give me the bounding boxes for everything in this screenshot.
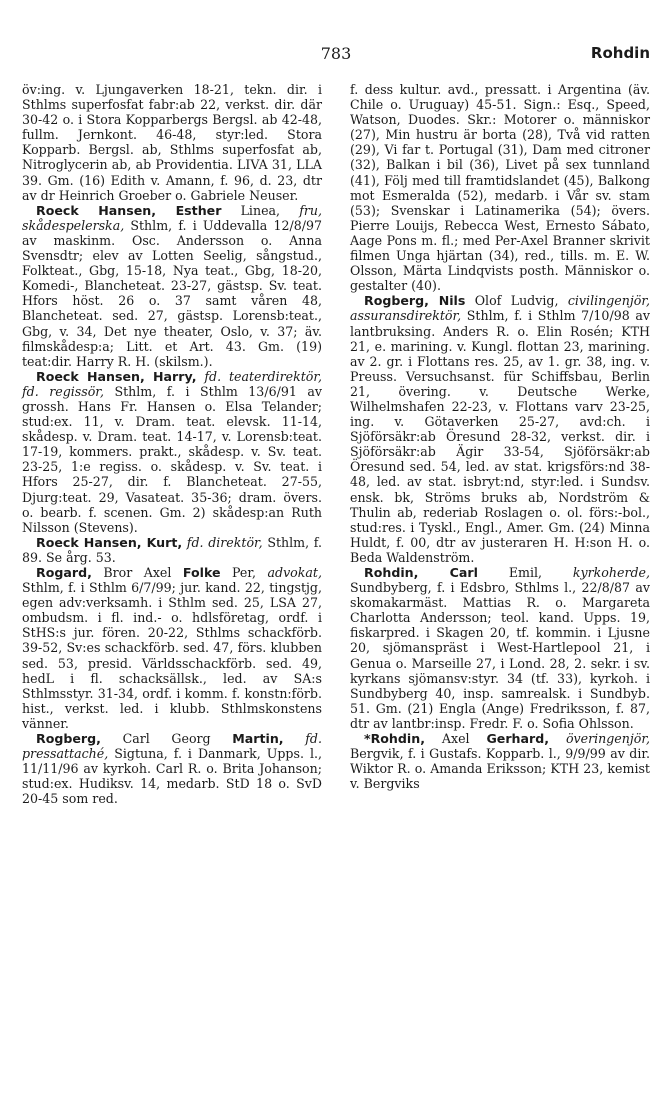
entry-carl-rohdin	[350, 565, 650, 731]
entry-kurt-roeck-hansen	[22, 535, 322, 565]
running-head: Rohdin	[590, 44, 650, 62]
right-column	[350, 82, 650, 791]
entry-name: Roeck Hansen, Harry,	[36, 368, 197, 384]
entry-body: Sthlm, f. i Sthlm 6/7/99; jur. kand. 22, tingstjg, egen adv:verksamh. i Sthlm sed. 25, LSA 27, ombudsm. i fl. ind.- o. hdlsföretag, ordf. i StHS:s jur. fören. 20-22, Sthlms schackförb. 39-52, Sv:es schackförb. sed. 47, förs. klubben sed. 53, presid. Världsschackförb. sed. 49, hedL i fl. schacksällsk., led. av SA:s Sthlmsstyr. 31-34, ordf. i komm. f. konstn:förb. hist., verkst. led. i klubb. Sthlmskonstens vänner.	[22, 580, 322, 731]
page-number: 783	[320, 44, 352, 63]
entry-harry-roeck-hansen	[22, 369, 322, 535]
entry-title: kyrkoherde,	[572, 565, 650, 580]
entry-body: Sthlm, f. 89. Se årg. 53.	[22, 534, 322, 565]
entry-nils-rogberg	[350, 293, 650, 565]
continuation-text: f. dess kultur. avd., pressatt. i Argentina (äv. Chile o. Uruguay) 45-51. Sign.: Esq., Speed, Watson, Duodes. Skr.: Motorer o. människor (27), Min hustru är borta (28), Två vid ratten (29), Vi far t. Portugal (31), Dam med citroner (32), Balkan i bil (36), Livet på sex tunnland (41), Följ med till framtidslandet (45), Balkong mot Esmeralda (52), medarb. i Vår sv. stam (53); Svenskar i Latinamerika (54); övers. Pierre Louijs, Rebecca West, Ernesto Sábato, Aage Pons m. fl.; med Per-Axel Branner skrivit filmen Unga hjärtan (34), red., tills. m. E. W. Olsson, Märta Lindqvists posth. Människor o. gestalter (40).	[350, 82, 650, 294]
left-column	[22, 82, 322, 807]
entry-title: fd. pressattaché,	[22, 731, 322, 762]
entry-esther-roeck-hansen	[22, 203, 322, 369]
continuation-text: öv:ing. v. Ljungaverken 18-21, tekn. dir. i Sthlms superfosfat fabr:ab 22, verkst. dir. där 30-42 o. i Stora Kopparbergs Bergsl. ab 42-48, fullm. Jernkont. 46-48, styr:led. Stora Kopparb. Bergsl. ab, Sthlms superfosfat ab, Nitroglycerin ab, ab Providentia. LIVA 31, LLA 39. Gm. (16) Edith v. Amann, f. 96, d. 23, dtr av dr Heinrich Groeber o. Gabriele Neuser.	[22, 82, 322, 203]
entry-name: Rogard,	[36, 565, 92, 580]
entry-call-name: Gerhard,	[486, 731, 550, 747]
entry-given-names-2	[284, 731, 306, 746]
entry-folke-rogard	[22, 565, 322, 731]
entry-body: Sundbyberg, f. i Edsbro, Sthlms l., 22/8/87 av skomakarmäst. Mattias R. o. Margareta Charlotta Andersson; teol. kand. Upps. 19, fiskarpred. i Skagen 20, tf. kommin. i Ljusne 20, sjömanspräst i West-Hartlepool 21, i Genua o. Marseille 27, i Lond. 28, 2. sekr. i sv. kyrkans sjömansv:styr. 34 (tf. 33), kyrkoh. i Sundbyberg 40, insp. samrealsk. i Sundbyb. 51. Gm. (21) Engla (Ange) Fredriksson, f. 87, dtr av lantbr:insp. Fredr. F. o. Sofia Ohlsson.	[350, 580, 650, 731]
entry-name: Roeck Hansen, Esther	[36, 202, 222, 218]
entry-title: fd. direktör,	[182, 534, 263, 550]
entry-given-names: Axel	[424, 731, 487, 747]
entry-body: Sigtuna, f. i Danmark, Upps. l., 11/11/96 av kyrkoh. Carl R. o. Brita Johanson; stud:ex. Hudiksv. 14, medarb. StD 18 o. SvD 20-45 som red.	[22, 746, 322, 807]
entry-title: advokat,	[267, 565, 322, 580]
entry-body: Sthlm, f. i Uddevalla 12/8/97 av maskinm. Osc. Andersson o. Anna Svensdtr; elev av Lotten Seelig, sångstud., Folkteat., Gbg, 15-18, Nya teat., Gbg, 18-20, Komedi-, Blancheteat. 23-27, gästsp. Sv. teat. Hfors höst. 26 o. 37 samt våren 48, Blancheteat. sed. 27, gästsp. Lorensb:teat., Gbg, v. 34, Det nye theater, Oslo, v. 37; äv. filmskådesp:a; Litt. et Art. 43. Gm. (19) teat:dir. Harry R. H. (skilsm.).	[22, 217, 322, 369]
entry-given-names: Emil,	[477, 565, 573, 580]
entry-given-names-2: Per,	[220, 565, 268, 580]
entry-title: civilingenjör, assuransdirektör,	[350, 293, 650, 324]
entry-body: Sthlm, f. i Sthlm 13/6/91 av grossh. Hans Fr. Hansen o. Elsa Telander; stud:ex. 11, v. Dram. teat. elevsk. 11-14, skådesp. v. Dram. teat. 14-17, v. Lorensb:teat. 17-19, kommers. prakt., skådesp. v. Sv. teat. 23-25, 1:e regiss. o. skådesp. v. Sv. teat. i Hfors 25-27, dir. f. Blancheteat. 27-55, Djurg:teat. 29, Vasateat. 35-36; dram. övers. o. bearb. f. scenen. Gm. 2) skådesp:an Ruth Nilsson (Stevens).	[22, 383, 322, 535]
entry-body: Sthlm, f. i Sthlm 7/10/98 av lantbruksing. Anders R. o. Elin Rosén; KTH 21, e. marining. v. Kungl. flottan 23, marining. av 2. gr. i Flottans res. 25, av 1. gr. 38, ing. v. Preuss. Versuchsanst. für Schiffsbau, Berlin 21, övering. v. Deutsche Werke, Wilhelmshafen 22-23, v. Flottans varv 23-25, ing. v. Götaverken 25-27, avd:ch. i Sjöförsäkr:ab Öresund 28-32, verkst. dir. i Sjöförsäkr:ab Ägir 33-54, Sjöförsäkr:ab Öresund sed. 54, led. av stat. krigsförs:nd 38-48, led. av stat. isbryt:nd, styr:led. i Sundsv. ensk. bk, Ströms bruks ab, Nordström & Thulin ab, rederiab Roslagen o. ol. förs:-bol., stud:res. i Tyskl., Engl., Amer. Gm. (24) Minna Huldt, f. 00, dtr av justeraren H. H:son H. o. Beda Waldenström.	[350, 308, 650, 565]
entry-name: Rohdin, Carl	[364, 565, 478, 580]
entry-given-names: Carl Georg	[100, 731, 233, 747]
entry-title: fru, skådespelerska,	[22, 202, 322, 233]
entry-martin-rogberg	[22, 731, 322, 806]
entry-given-names: Olof Ludvig,	[465, 293, 568, 309]
entry-call-name: Martin,	[232, 731, 284, 747]
entry-name: Roeck Hansen, Kurt,	[36, 534, 183, 550]
entry-gerhard-rohdin	[350, 731, 650, 791]
entry-body: Bergvik, f. i Gustafs. Kopparb. l., 9/9/99 av dir. Wiktor R. o. Amanda Eriksson; KTH 23, kemist v. Bergviks	[350, 746, 650, 792]
entry-call-name: Folke	[182, 565, 221, 580]
entry-title: fd. teaterdirektör, fd. regissör,	[22, 368, 322, 399]
entry-name: *Rohdin,	[364, 731, 425, 747]
entry-given-names-2	[549, 731, 566, 746]
entry-name: Rogberg,	[36, 731, 101, 747]
entry-given-names: Bror Axel	[91, 565, 183, 580]
entry-given-names: Linea,	[221, 202, 281, 218]
entry-title: överingenjör,	[565, 731, 650, 747]
entry-name: Rogberg, Nils	[364, 293, 466, 309]
